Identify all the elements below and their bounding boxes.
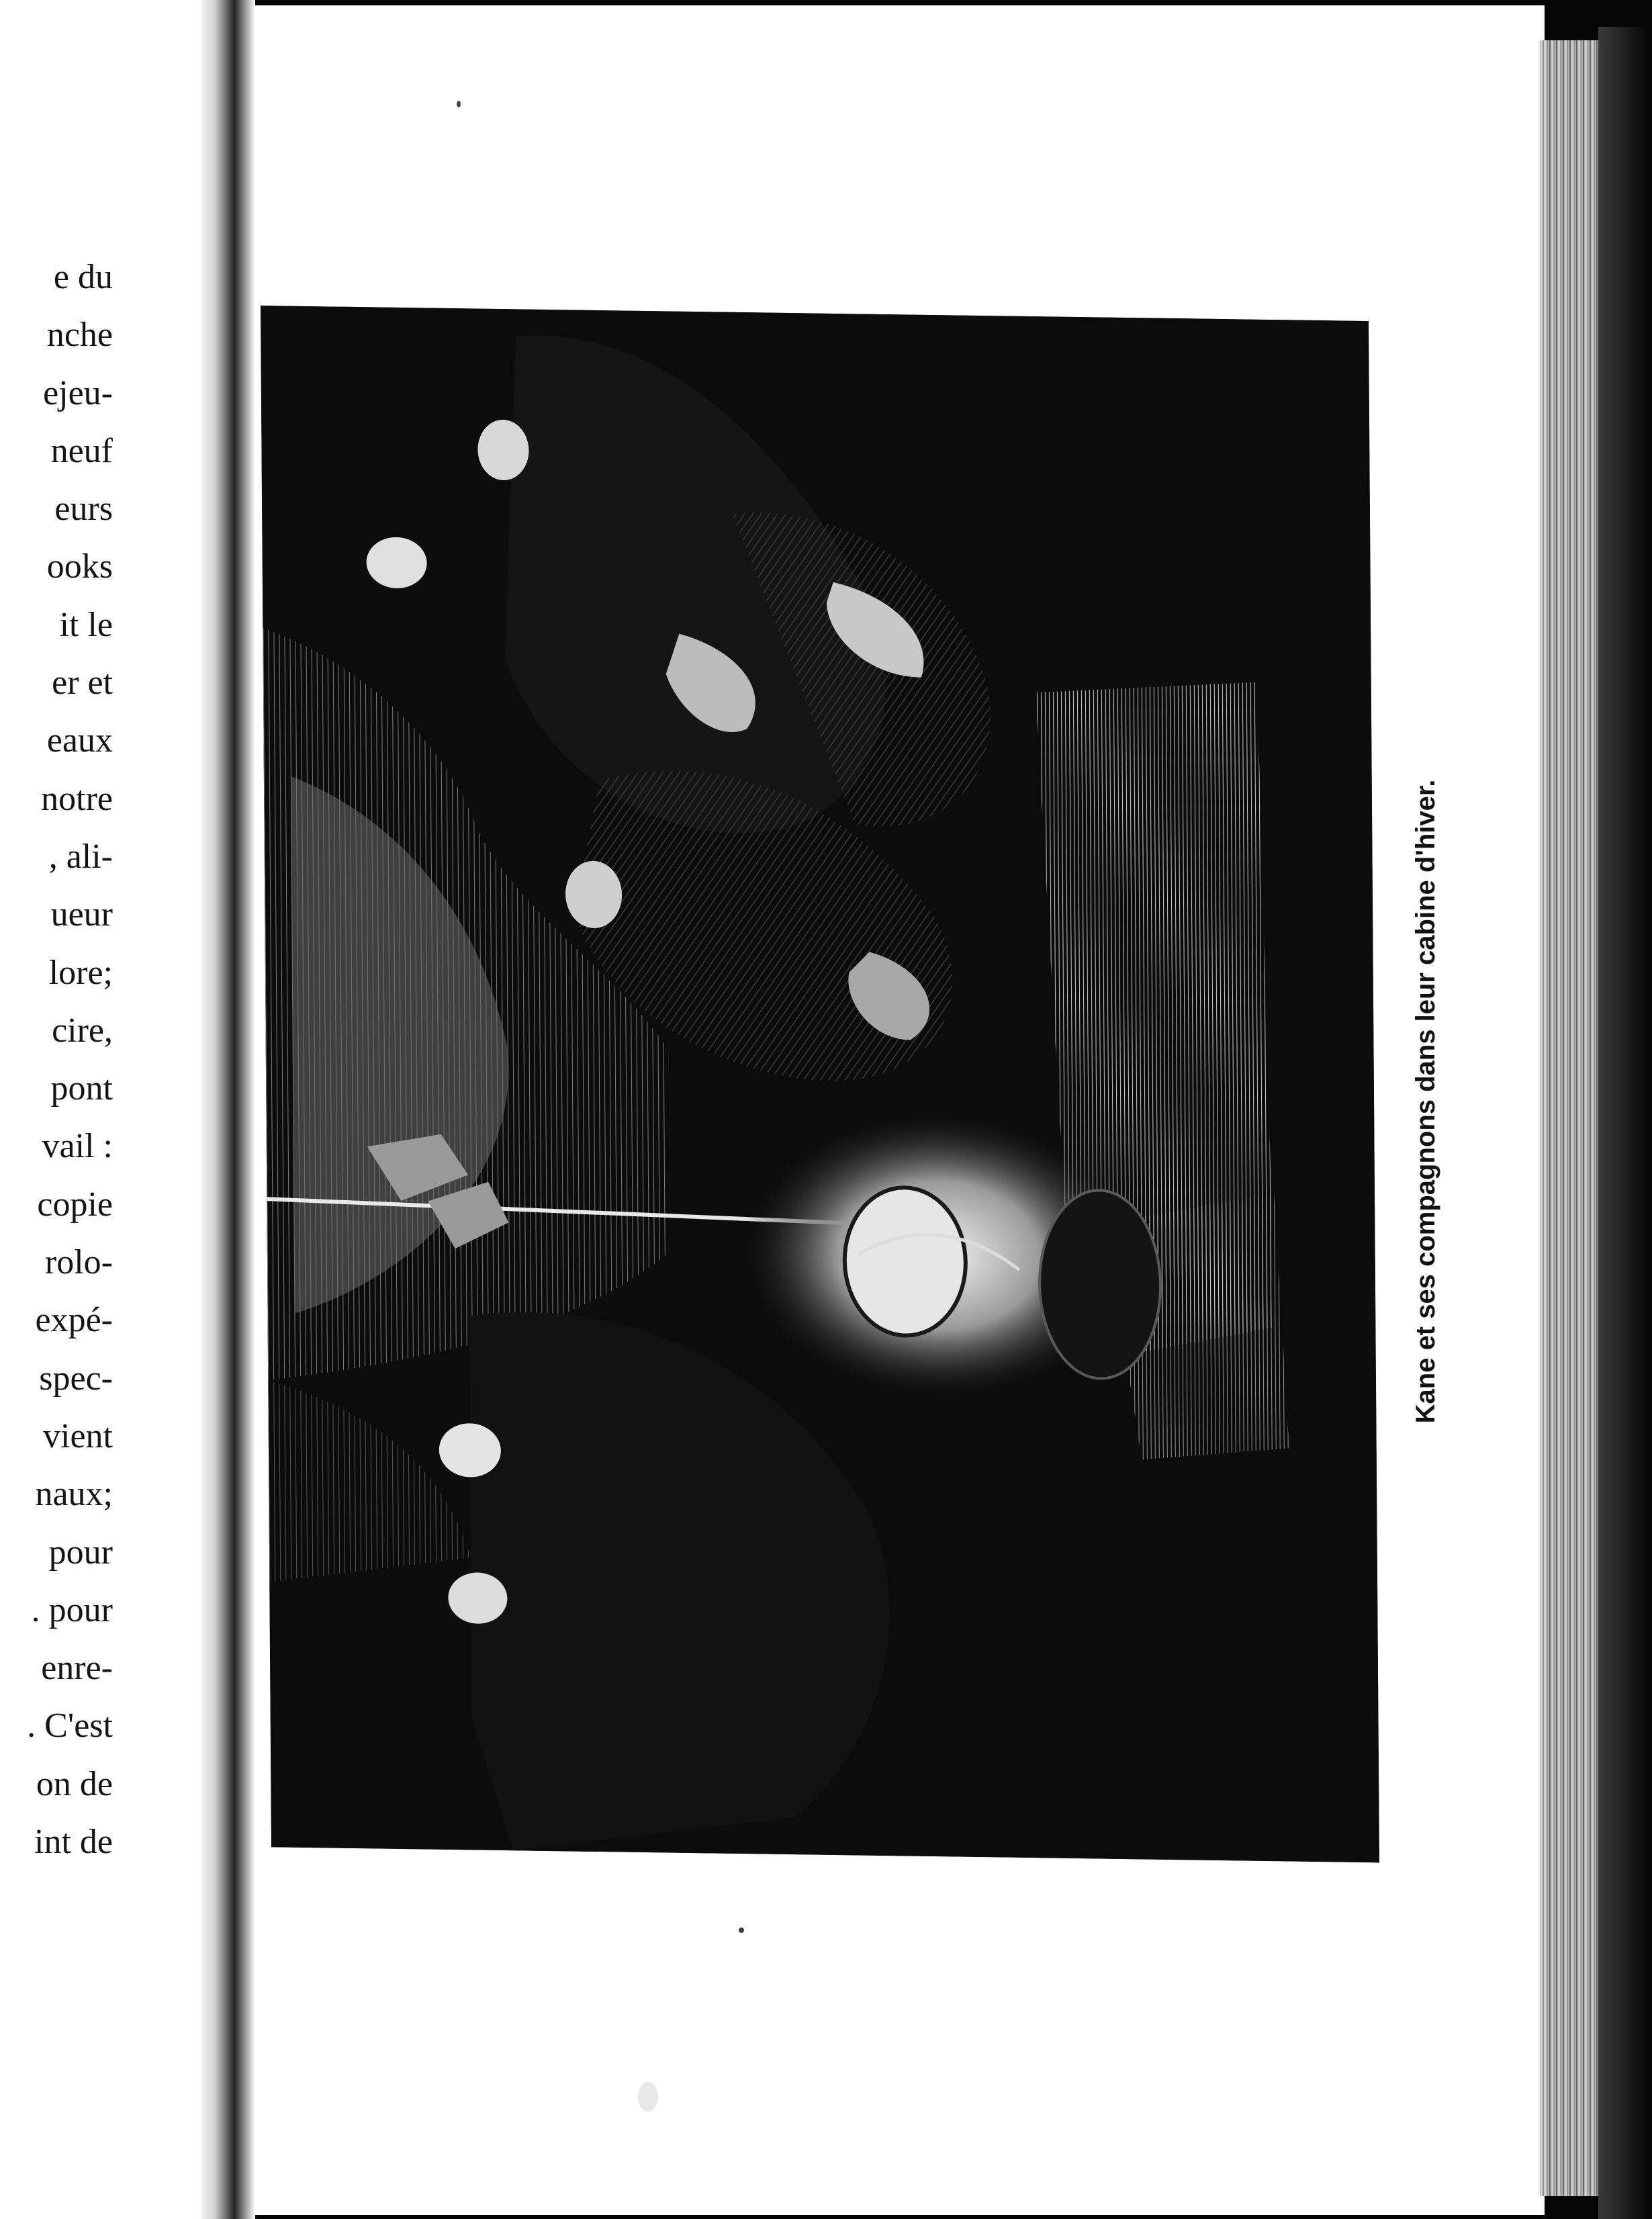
left-page <box>0 0 228 2219</box>
left-text-line: vient <box>43 1416 113 1455</box>
figure-caption-text: Kane et ses compagnons dans leur cabine d'hiver. <box>1411 779 1440 1424</box>
left-text-line: enre- <box>41 1649 113 1688</box>
book-edge-shadow <box>1598 27 1652 2219</box>
left-text-line: , ali- <box>48 837 113 876</box>
left-page-text <box>0 248 113 1871</box>
cooking-pot <box>844 1187 966 1337</box>
left-text-line: neuf <box>50 431 113 470</box>
left-text-line: lore; <box>48 953 113 992</box>
left-text-line: eurs <box>54 490 113 529</box>
left-text-line: naux; <box>35 1475 113 1514</box>
left-text-line: notre <box>41 779 113 818</box>
right-page-shadow <box>235 0 255 2219</box>
left-text-line: expé- <box>35 1301 113 1340</box>
left-text-line: it le <box>59 605 113 644</box>
left-text-line: cire, <box>52 1011 113 1050</box>
left-text-line: ejeu- <box>43 373 113 412</box>
left-text-line: pour <box>48 1533 113 1572</box>
left-text-line: rolo- <box>44 1243 113 1282</box>
left-text-line: spec- <box>39 1359 113 1398</box>
left-text-line: nche <box>46 316 113 355</box>
left-text-line: . pour <box>31 1590 113 1629</box>
left-text-line: int de <box>34 1823 113 1862</box>
left-text-line: vail : <box>42 1127 113 1166</box>
stove <box>1039 1189 1161 1379</box>
engraving-svg <box>261 306 1379 1862</box>
left-text-line: pont <box>50 1069 113 1108</box>
figure-caption <box>1407 732 1444 1471</box>
left-text-line: er et <box>52 664 113 703</box>
left-text-line: ooks <box>46 547 113 586</box>
left-text-line: ueur <box>50 895 113 934</box>
scan-speck <box>739 1928 744 1933</box>
left-text-line: . C'est <box>27 1707 113 1746</box>
scan-speck <box>638 2082 658 2112</box>
scan-speck <box>457 101 461 107</box>
left-text-line: e du <box>53 258 113 296</box>
book-gutter <box>201 0 235 2219</box>
left-text-line: eaux <box>46 721 113 760</box>
left-text-line: copie <box>37 1185 113 1224</box>
left-text-line: on de <box>36 1764 113 1803</box>
engraving-illustration <box>261 306 1379 1862</box>
